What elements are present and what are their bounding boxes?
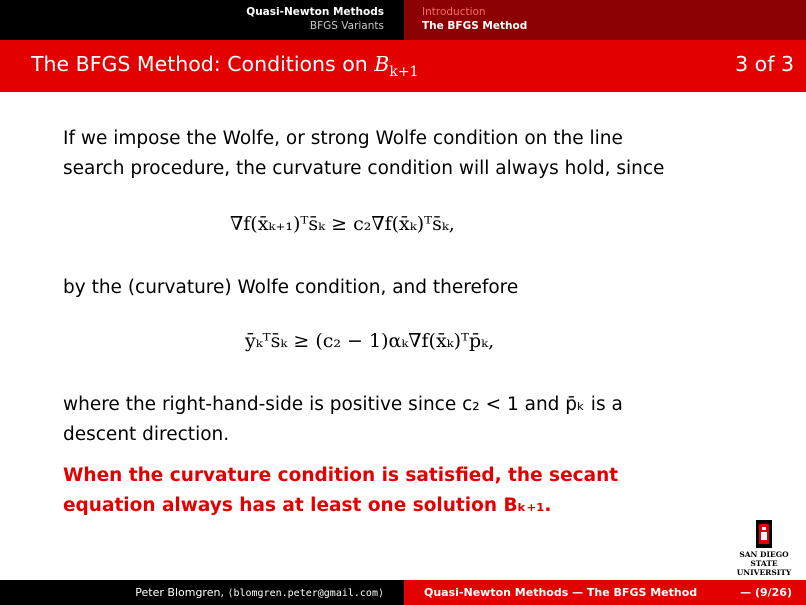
nav-section-bfgs-variants[interactable]: BFGS Variants xyxy=(309,20,384,32)
slide-title-math-sub: k+1 xyxy=(389,64,419,81)
emphasis-statement xyxy=(63,461,618,521)
slide-title-bar xyxy=(0,40,806,92)
footer-bar xyxy=(0,580,806,605)
nav-subsections xyxy=(404,0,806,40)
nav-subsection-bfgs-method[interactable]: The BFGS Method xyxy=(422,20,528,32)
sdsu-logo-line-2: UNIVERSITY xyxy=(736,568,792,577)
footer-author xyxy=(0,580,398,605)
footer-course xyxy=(404,580,806,605)
paragraph-wolfe-line-1: If we impose the Wolfe, or strong Wolfe condition on the line xyxy=(63,128,623,149)
footer-email: ⟨blomgren.peter@gmail.com⟩ xyxy=(227,588,384,599)
footer-author-name: Peter Blomgren, xyxy=(135,586,228,599)
paragraph-positive xyxy=(63,390,623,450)
sdsu-logo-line-1: SAN DIEGO STATE xyxy=(739,550,789,568)
emphasis-line-2: equation always has at least one solution Bₖ₊₁. xyxy=(63,495,552,516)
top-navigation-bar xyxy=(0,0,806,40)
paragraph-wolfe-line-2: search procedure, the curvature condition will always hold, since xyxy=(63,158,665,179)
emphasis-line-1: When the curvature condition is satisfied, the secant xyxy=(63,465,619,486)
sdsu-logo-text xyxy=(728,550,800,577)
nav-section-quasi-newton[interactable]: Quasi-Newton Methods xyxy=(246,6,384,18)
footer-page-number: — (9/26) xyxy=(740,586,792,599)
nav-subsection-introduction[interactable]: Introduction xyxy=(422,6,486,18)
slide-title xyxy=(31,52,419,80)
paragraph-positive-line-1: where the right-hand-side is positive since c₂ < 1 and p̄ₖ is a xyxy=(63,394,623,415)
nav-sections xyxy=(0,0,398,40)
footer-course-title: Quasi-Newton Methods — The BFGS Method xyxy=(424,586,698,599)
frame-counter: 3 of 3 xyxy=(735,52,794,76)
paragraph-therefore: by the (curvature) Wolfe condition, and therefore xyxy=(63,277,519,298)
slide-title-text: The BFGS Method: Conditions on xyxy=(31,52,375,76)
paragraph-wolfe xyxy=(63,124,664,184)
equation-secant-bound: ȳₖᵀs̄ₖ ≥ (c₂ − 1)αₖ∇f(x̄ₖ)ᵀp̄ₖ, xyxy=(245,330,495,352)
equation-curvature: ∇f(x̄ₖ₊₁)ᵀs̄ₖ ≥ c₂∇f(x̄ₖ)ᵀs̄ₖ, xyxy=(230,213,455,235)
slide-title-math: B xyxy=(374,52,390,76)
paragraph-positive-line-2: descent direction. xyxy=(63,424,230,445)
